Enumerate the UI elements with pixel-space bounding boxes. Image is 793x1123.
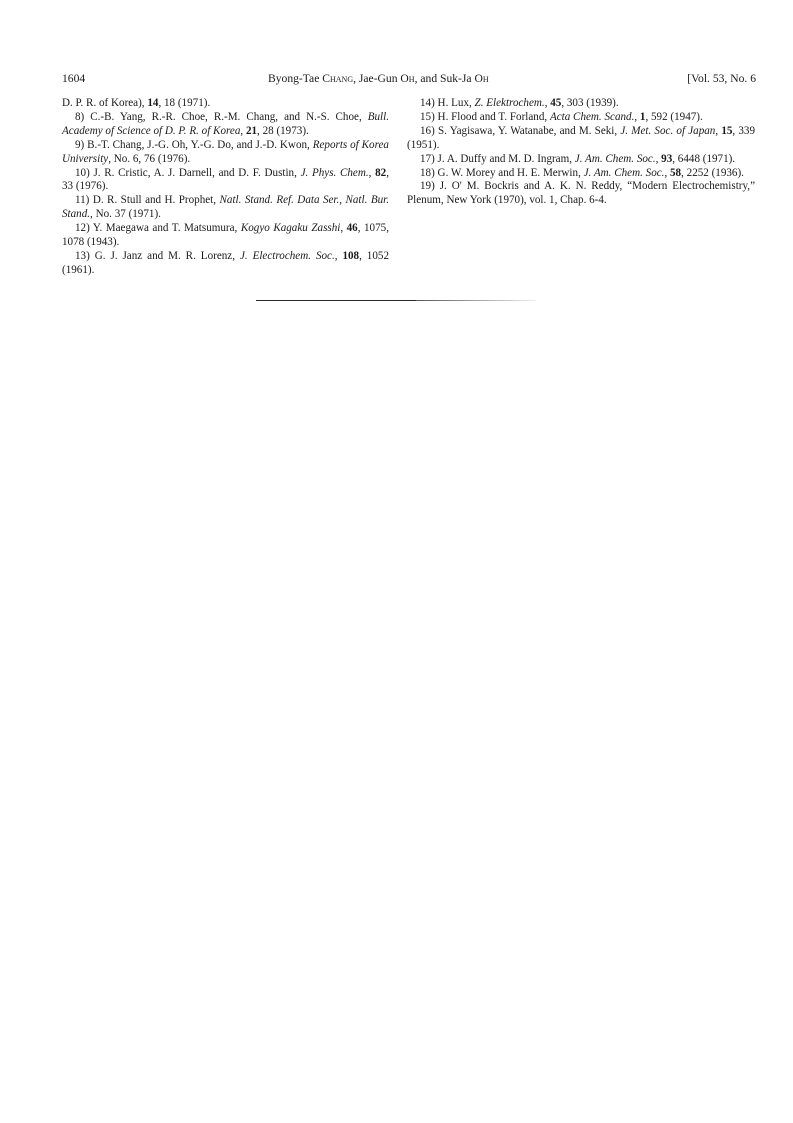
reference-item: 11) D. R. Stull and H. Prophet, Natl. Stand. Ref. Data Ser., Natl. Bur. Stand., No. 37 (1971). xyxy=(62,194,390,221)
page-number: 1604 xyxy=(62,72,86,85)
section-divider xyxy=(256,300,536,301)
reference-item: 18) G. W. Morey and H. E. Merwin, J. Am. Chem. Soc., 58, 2252 (1936). xyxy=(420,166,744,179)
references-right-column xyxy=(407,97,755,208)
reference-item: 9) B.-T. Chang, J.-G. Oh, Y.-G. Do, and J.-D. Kwon, Reports of Korea University, No. 6, 76 (1976). xyxy=(62,138,389,165)
reference-item: 17) J. A. Duffy and M. D. Ingram, J. Am. Chem. Soc., 93, 6448 (1971). xyxy=(420,152,736,165)
authors-part: , Jae-Gun O xyxy=(353,72,409,85)
reference-item: 19) J. O' M. Bockris and A. K. N. Reddy, “Modern Electrochemistry,” Plenum, New York (1970), vol. 1, Chap. 6-4. xyxy=(407,180,755,207)
running-authors xyxy=(268,72,489,85)
reference-item: 10) J. R. Cristic, A. J. Darnell, and D. F. Dustin, J. Phys. Chem., 82, 33 (1976). xyxy=(62,166,389,193)
reference-item: 8) C.-B. Yang, R.-R. Choe, R.-M. Chang, and N.-S. Choe, Bull. Academy of Science of D. P. R. of Korea, 21, 28 (1973). xyxy=(62,110,389,137)
running-header xyxy=(62,72,756,88)
reference-item: 14) H. Lux, Z. Elektrochem., 45, 303 (1939). xyxy=(420,97,619,109)
references-left-column xyxy=(62,97,389,278)
authors-smallcaps: h xyxy=(408,72,415,85)
volume-info: [Vol. 53, No. 6 xyxy=(687,72,756,85)
reference-item: 15) H. Flood and T. Forland, Acta Chem. Scand., 1, 592 (1947). xyxy=(420,110,703,123)
reference-item: D. P. R. of Korea), 14, 18 (1971). xyxy=(62,97,211,109)
divider-fade xyxy=(416,300,536,301)
authors-smallcaps: hang xyxy=(329,72,354,85)
authors-smallcaps: h xyxy=(482,72,489,85)
authors-part: Byong-Tae C xyxy=(268,72,330,85)
reference-item: 16) S. Yagisawa, Y. Watanabe, and M. Seki, J. Met. Soc. of Japan, 15, 339 (1951). xyxy=(407,124,756,151)
authors-part: , and Suk-Ja O xyxy=(414,72,483,85)
reference-item: 13) G. J. Janz and M. R. Lorenz, J. Electrochem. Soc., 108, 1052 (1961). xyxy=(62,249,389,276)
reference-item: 12) Y. Maegawa and T. Matsumura, Kogyo Kagaku Zasshi, 46, 1075, 1078 (1943). xyxy=(62,222,389,249)
